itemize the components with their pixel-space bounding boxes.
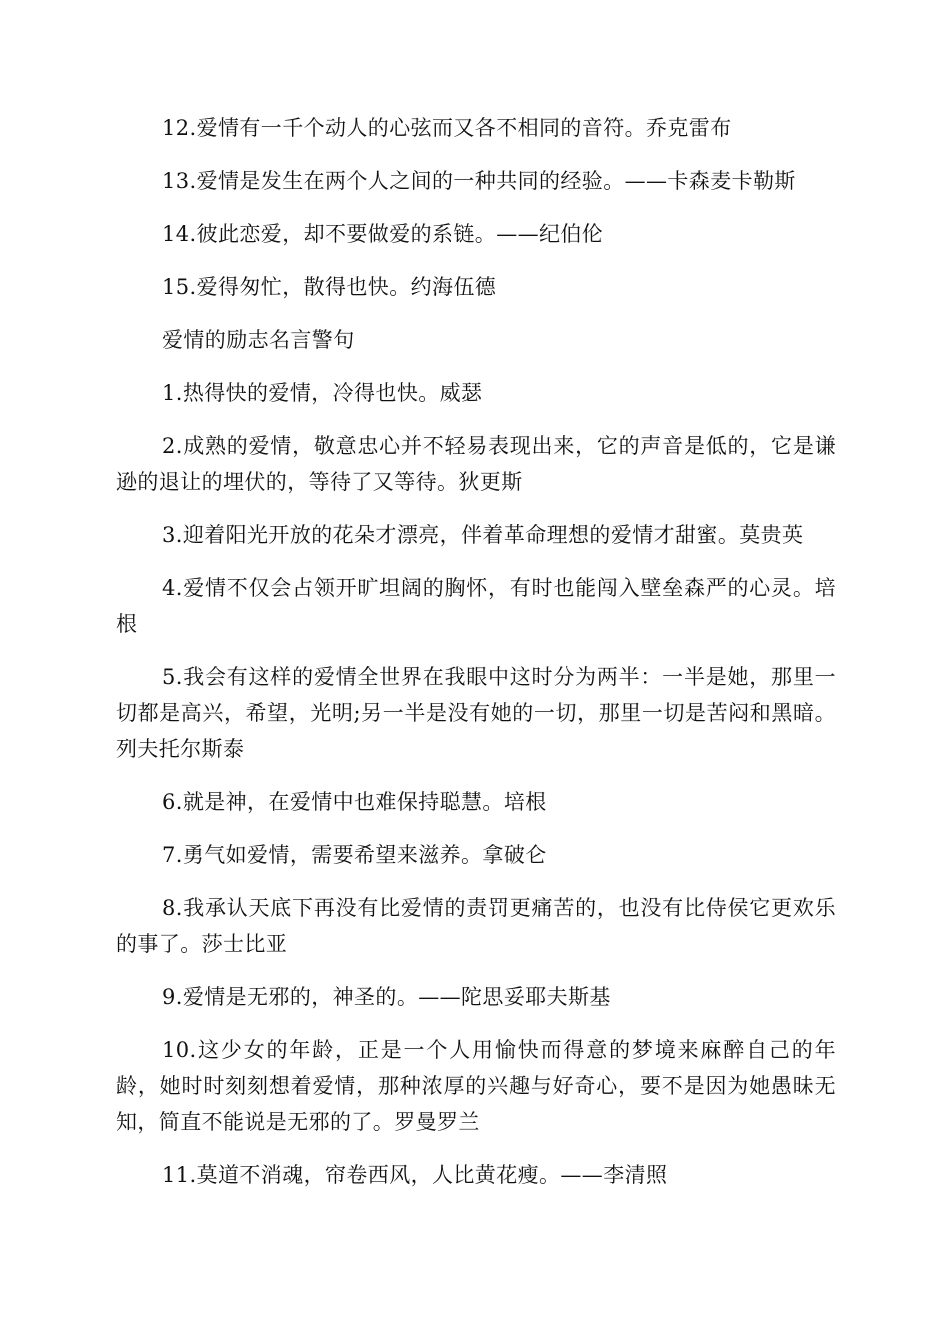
quote-8: 8.我承认天底下再没有比爱情的责罚更痛苦的，也没有比侍侯它更欢乐的事了。莎士比亚: [116, 896, 836, 956]
quote-1: 1.热得快的爱情，冷得也快。威瑟: [162, 381, 483, 405]
quote-10: 10.这少女的年龄，正是一个人用愉快而得意的梦境来麻醉自己的年龄，她时时刻刻想着爱情，那种浓厚的兴趣与好奇心，要不是因为她愚昧无知，简直不能说是无邪的了。罗曼罗兰: [116, 1038, 836, 1134]
quote-6: 6.就是神，在爱情中也难保持聪慧。培根: [162, 790, 547, 814]
quote-9: 9.爱情是无邪的，神圣的。——陀思妥耶夫斯基: [162, 985, 611, 1009]
quote-15: 15.爱得匆忙，散得也快。约海伍德: [162, 275, 497, 299]
quote-13: 13.爱情是发生在两个人之间的一种共同的经验。——卡森麦卡勒斯: [162, 169, 796, 193]
quote-4: 4.爱情不仅会占领开旷坦阔的胸怀，有时也能闯入壁垒森严的心灵。培根: [116, 576, 836, 636]
quote-14: 14.彼此恋爱，却不要做爱的系链。——纪伯伦: [162, 222, 604, 246]
quote-11: 11.莫道不消魂，帘卷西风，人比黄花瘦。——李清照: [162, 1163, 668, 1187]
quote-2: 2.成熟的爱情，敬意忠心并不轻易表现出来，它的声音是低的，它是谦逊的退让的埋伏的，等待了又等待。狄更斯: [116, 434, 836, 494]
quote-5: 5.我会有这样的爱情全世界在我眼中这时分为两半：一半是她，那里一切都是高兴，希望，光明;另一半是没有她的一切，那里一切是苦闷和黑暗。列夫托尔斯泰: [116, 665, 836, 761]
quote-7: 7.勇气如爱情，需要希望来滋养。拿破仑: [162, 843, 547, 867]
section-heading: 爱情的励志名言警句: [162, 328, 355, 352]
document-body: [116, 110, 836, 1210]
quote-3: 3.迎着阳光开放的花朵才漂亮，伴着革命理想的爱情才甜蜜。莫贵英: [162, 523, 804, 547]
quote-12: 12.爱情有一千个动人的心弦而又各不相同的音符。乔克雷布: [162, 116, 732, 140]
